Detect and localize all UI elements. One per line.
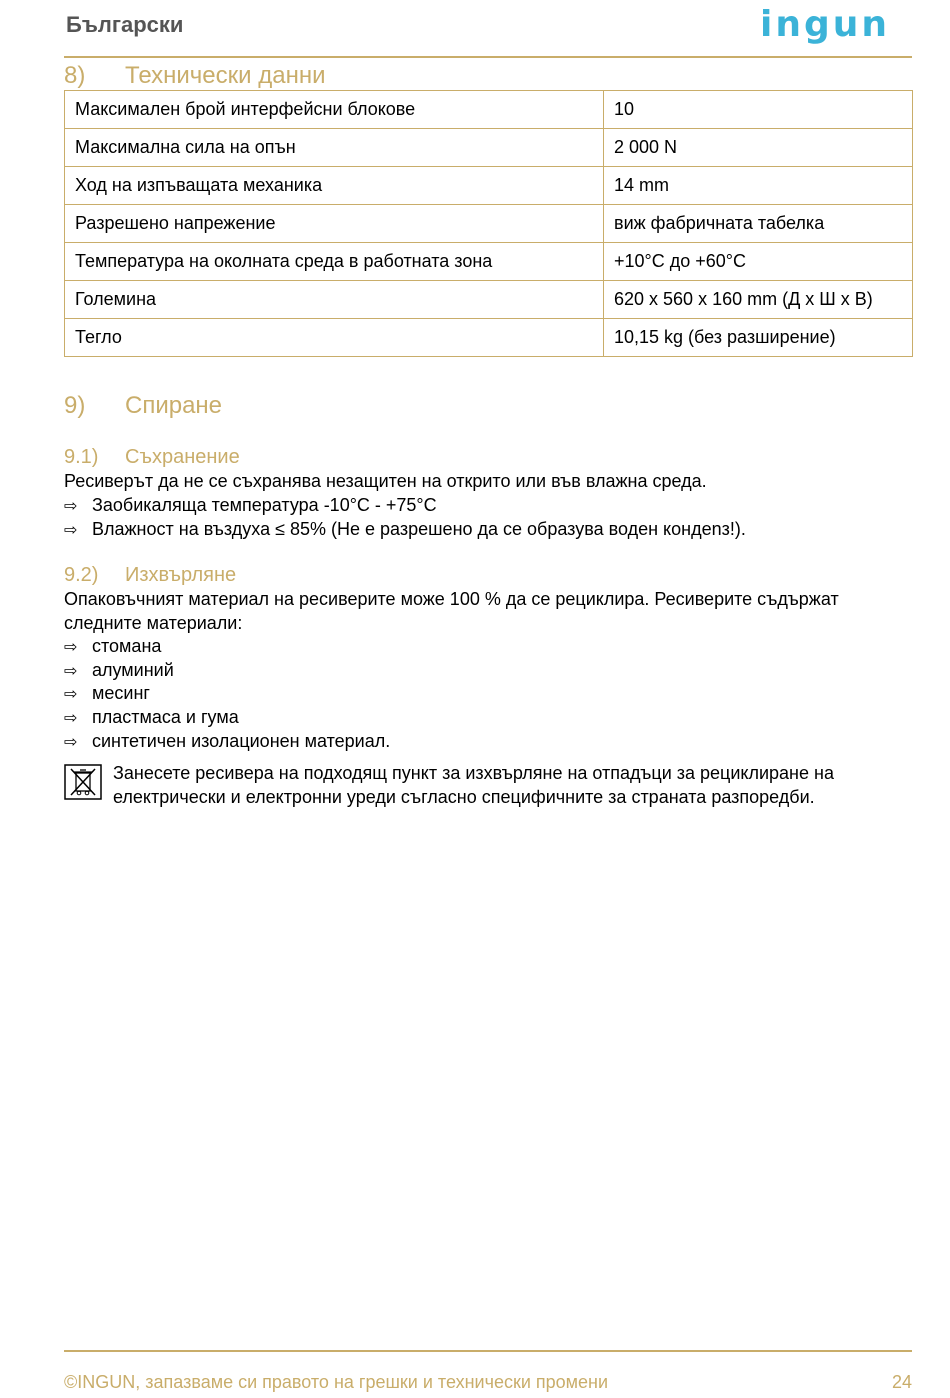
list-item: ⇨ месинг bbox=[64, 682, 150, 707]
crossed-out-bin-icon bbox=[64, 764, 102, 800]
spec-label: Ход на изпъващата механика bbox=[65, 167, 604, 205]
footer-copyright: ©INGUN, запазваме си правото на грешки и технически промени bbox=[64, 1372, 609, 1392]
page-number: 24 bbox=[891, 1372, 912, 1392]
spec-table bbox=[64, 90, 913, 357]
table-row bbox=[65, 167, 913, 205]
arrow-right-icon: ⇨ bbox=[64, 663, 78, 680]
svg-text:ingun: ingun bbox=[760, 6, 890, 45]
language-label: Български bbox=[66, 12, 184, 37]
list-item: ⇨ Влажност на въздуха ≤ 85% (Не е разрешено да се образува воден кондenз!). bbox=[64, 518, 746, 543]
spec-label: Максимална сила на опън bbox=[65, 129, 604, 167]
arrow-right-icon: ⇨ bbox=[64, 686, 78, 703]
spec-label: Максимален брой интерфейсни блокове bbox=[65, 91, 604, 129]
spec-label: Тегло bbox=[65, 319, 604, 357]
spec-value: 10 bbox=[604, 91, 913, 129]
arrow-right-icon: ⇨ bbox=[64, 498, 78, 515]
section-9-1-heading: 9.1) Съхранение bbox=[64, 446, 240, 468]
spec-value: виж фабричната табелка bbox=[604, 205, 913, 243]
weee-disposal-note: Занесете ресивера на подходящ пункт за изхвърляне на отпадъци за рециклиране на електрически и електронни уреди съгласно специфичните за страната разпоредби. bbox=[113, 763, 834, 807]
arrow-right-icon: ⇨ bbox=[64, 710, 78, 727]
page-header bbox=[64, 0, 912, 58]
list-item: ⇨ стомана bbox=[64, 635, 161, 660]
arrow-right-icon: ⇨ bbox=[64, 522, 78, 539]
disposal-text-line2: следните материали: bbox=[64, 613, 243, 633]
arrow-right-icon: ⇨ bbox=[64, 639, 78, 656]
list-item: ⇨ Заобикаляща температура -10°C - +75°C bbox=[64, 494, 437, 519]
list-item: ⇨ алуминий bbox=[64, 659, 174, 684]
list-item: ⇨ пластмаса и гума bbox=[64, 706, 239, 731]
spec-value: 14 mm bbox=[604, 167, 913, 205]
arrow-right-icon: ⇨ bbox=[64, 734, 78, 751]
section-9-2-heading: 9.2) Изхвърляне bbox=[64, 564, 237, 586]
table-row bbox=[65, 91, 913, 129]
spec-label: Големина bbox=[65, 281, 604, 319]
spec-label: Разрешено напрежение bbox=[65, 205, 604, 243]
section-9-heading: 9) Спиране bbox=[64, 392, 223, 419]
table-row bbox=[65, 129, 913, 167]
table-row bbox=[65, 281, 913, 319]
table-row bbox=[65, 319, 913, 357]
spec-value: 10,15 kg (без разширение) bbox=[604, 319, 913, 357]
disposal-text-line1: Опаковъчният материал на ресиверите може 100 % да се рециклира. Ресиверите съдържат bbox=[64, 589, 839, 609]
spec-value: 620 x 560 x 160 mm (Д x Ш x В) bbox=[604, 281, 913, 319]
spec-value: 2 000 N bbox=[604, 129, 913, 167]
section-8-heading: 8) Технически данни bbox=[64, 62, 326, 89]
table-row bbox=[65, 243, 913, 281]
list-item: ⇨ синтетичен изолационен материал. bbox=[64, 730, 390, 755]
footer-divider bbox=[64, 1350, 912, 1352]
ingun-logo bbox=[760, 6, 912, 46]
table-row bbox=[65, 205, 913, 243]
spec-value: +10°C до +60°C bbox=[604, 243, 913, 281]
spec-label: Температура на околната среда в работната зона bbox=[65, 243, 604, 281]
storage-text: Ресиверът да не се съхранява незащитен на открито или във влажна среда. bbox=[64, 471, 707, 491]
